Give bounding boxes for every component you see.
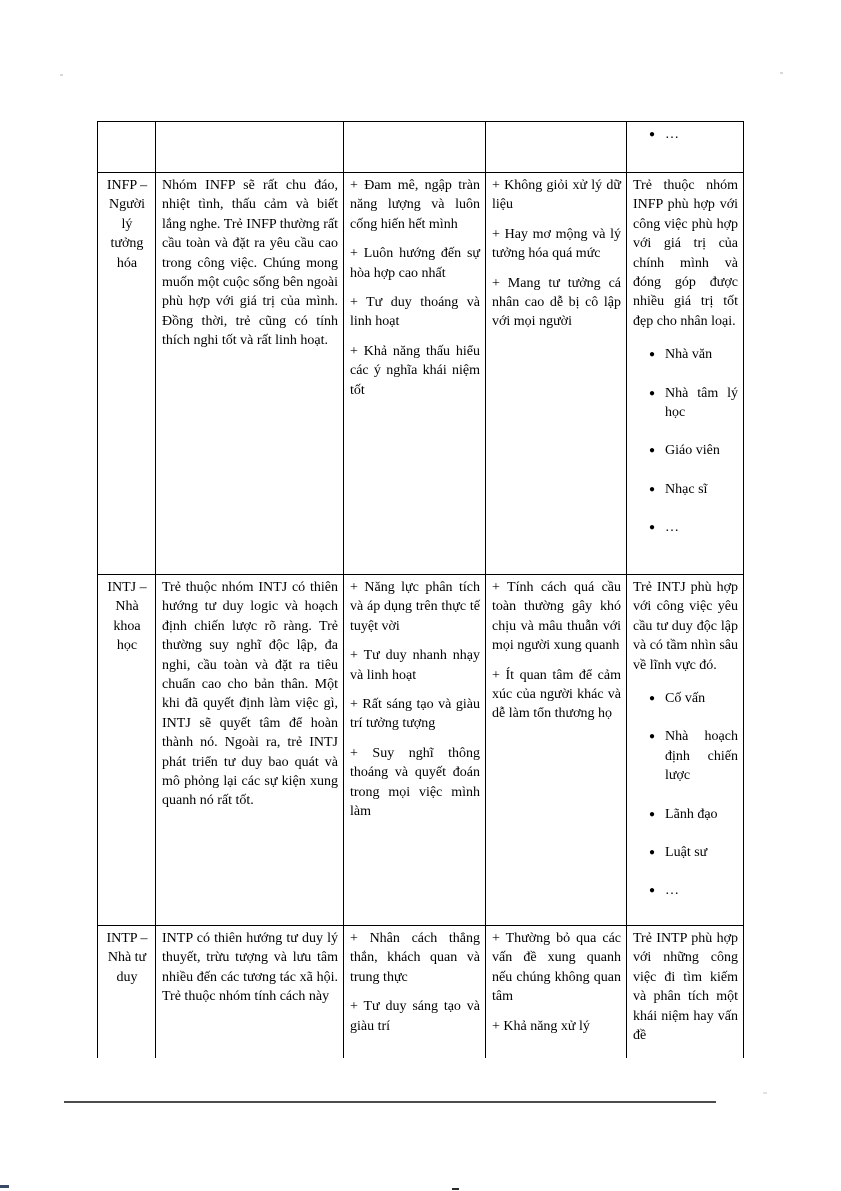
fit-text: Trẻ INTJ phù hợp với công việc yêu cầu tư duy độc lập và có tầm nhìn sâu về lĩnh vực đó. <box>633 580 738 673</box>
strength-item: + Tư duy sáng tạo và giàu trí <box>350 999 480 1034</box>
table-row-intj <box>98 575 744 926</box>
career-label: Nhà văn <box>665 347 713 363</box>
career-item <box>649 881 738 900</box>
weakness-item: + Mang tư tưởng cá nhân cao dễ bị cô lập với mọi người <box>492 275 621 330</box>
cell-intj-label <box>98 575 156 926</box>
cell-intp-strengths <box>344 926 486 1059</box>
career-item <box>649 518 738 537</box>
scan-artifact <box>763 1092 767 1094</box>
bullet-icon: ● <box>649 349 656 361</box>
career-item <box>649 689 738 708</box>
scan-artifact <box>452 1188 459 1190</box>
fit-text: Trẻ thuộc nhóm INFP phù hợp với công việc phù hợp với giá trị của chính mình và đóng góp được nhiều giá trị tốt đẹp cho nhân loại. <box>633 178 738 329</box>
career-label: … <box>665 127 680 142</box>
description-text: Nhóm INFP sẽ rất chu đáo, nhiệt tình, thấu cảm và biết lắng nghe. Trẻ INFP thường rất cầu toàn và đặt ra yêu cầu cao trong công việc. Chúng mong muốn một cuộc sống bên ngoài phù hợp với giá trị của mình. Đồng thời, trẻ cũng có tính thích nghi tốt và rất linh hoạt. <box>162 178 338 349</box>
cell-intp-weaknesses <box>486 926 627 1059</box>
cell-intj-strengths <box>344 575 486 926</box>
career-item <box>649 441 738 460</box>
career-item <box>649 125 738 144</box>
fit-text: Trẻ INTP phù hợp với những công việc đi tìm kiếm và phân tích một khái niệm hay vấn đề <box>633 931 738 1044</box>
cell-intp-careers <box>627 926 744 1059</box>
career-item <box>649 843 738 862</box>
description-text: Trẻ thuộc nhóm INTJ có thiên hướng tư duy logic và hoạch định chiến lược rõ ràng. Trẻ thường suy nghĩ độc lập, đa nghi, cầu toàn và đặt ra tiêu chuẩn cao cho bản thân. Một khi đã quyết định làm việc gì, INTJ sẽ quyết tâm để hoàn thành nó. Ngoài ra, trẻ INTJ phát triển tư duy bao quát và mô phỏng lại các sự kiện xung quanh nó rất tốt. <box>162 580 338 809</box>
career-item <box>649 480 738 499</box>
cell-infp-description <box>156 173 344 575</box>
career-label: Nhạc sĩ <box>665 481 708 497</box>
table-row-intp <box>98 926 744 1059</box>
row-label: INTP – Nhà tư duy <box>106 931 148 985</box>
bullet-icon: ● <box>649 129 656 140</box>
career-label: … <box>665 520 680 536</box>
career-label: Lãnh đạo <box>665 806 718 822</box>
bullet-icon: ● <box>649 387 656 399</box>
description-text: INTP có thiên hướng tư duy lý thuyết, trừu tượng và lưu tâm nhiều đến các tương tác xã hội. Trẻ thuộc nhóm tính cách này <box>162 931 338 1005</box>
page-footer-rule <box>64 1101 716 1103</box>
weakness-item: + Thường bỏ qua các vấn đề xung quanh nếu chúng không quan tâm <box>492 931 621 1005</box>
bullet-icon: ● <box>649 847 656 859</box>
cell-intj-weaknesses <box>486 575 627 926</box>
strength-item: + Nhân cách thẳng thắn, khách quan và trung thực <box>350 931 480 985</box>
career-label: Nhà hoạch định chiến lược <box>665 729 738 784</box>
career-label: Giáo viên <box>665 443 720 459</box>
bullet-icon: ● <box>649 885 656 897</box>
mbti-table <box>97 121 744 1058</box>
strength-item: + Rất sáng tạo và giàu trí tưởng tượng <box>350 697 480 732</box>
career-item <box>649 384 738 423</box>
weakness-item: + Ít quan tâm để cảm xúc của người khác và dễ làm tổn thương họ <box>492 667 621 722</box>
personality-table <box>97 121 744 1058</box>
strength-item: + Tư duy thoáng và linh hoạt <box>350 295 480 330</box>
cell-cont-strengths <box>344 122 486 173</box>
strength-item: + Luôn hướng đến sự hòa hợp cao nhất <box>350 246 480 281</box>
cell-infp-weaknesses <box>486 173 627 575</box>
weakness-item: + Tính cách quá cầu toàn thường gây khó chịu và mâu thuẫn với mọi người xung quanh <box>492 580 621 654</box>
career-label: Cố vấn <box>665 691 706 707</box>
weakness-item: + Hay mơ mộng và lý tưởng hóa quá mức <box>492 226 621 262</box>
bullet-icon: ● <box>649 808 656 820</box>
table-row-continuation <box>98 122 744 173</box>
bullet-icon: ● <box>649 693 656 705</box>
scan-artifact <box>0 1185 9 1188</box>
scan-artifact <box>60 74 63 76</box>
career-item <box>649 727 738 785</box>
cell-infp-strengths <box>344 173 486 575</box>
row-label: INTJ – Nhà khoa học <box>107 580 147 654</box>
scan-artifact <box>780 72 783 74</box>
row-label: INFP – Người lý tưởng hóa <box>106 178 148 271</box>
table-row-infp <box>98 173 744 575</box>
strength-item: + Tư duy nhanh nhạy và linh hoạt <box>350 648 480 683</box>
career-item <box>649 805 738 824</box>
bullet-icon: ● <box>649 483 656 495</box>
cell-intj-description <box>156 575 344 926</box>
cell-infp-careers <box>627 173 744 575</box>
strength-item: + Suy nghĩ thông thoáng và quyết đoán trong mọi việc mình làm <box>350 745 480 820</box>
bullet-icon: ● <box>649 445 656 457</box>
career-label: … <box>665 883 680 899</box>
strength-item: + Đam mê, ngập tràn năng lượng và luôn cống hiến hết mình <box>350 178 480 232</box>
career-item <box>649 345 738 364</box>
cell-intp-description <box>156 926 344 1059</box>
bullet-icon: ● <box>649 522 656 534</box>
cell-cont-label <box>98 122 156 173</box>
weakness-item: + Khả năng xử lý <box>492 1018 590 1034</box>
career-label: Luật sư <box>665 845 708 861</box>
strength-item: + Khả năng thấu hiểu các ý nghĩa khái niệm tốt <box>350 343 480 398</box>
strength-item: + Năng lực phân tích và áp dụng trên thực tế tuyệt vời <box>350 580 480 634</box>
cell-intp-label <box>98 926 156 1059</box>
cell-infp-label <box>98 173 156 575</box>
bullet-icon: ● <box>649 731 656 743</box>
cell-cont-careers <box>627 122 744 173</box>
career-label: Nhà tâm lý học <box>665 385 738 421</box>
cell-cont-weaknesses <box>486 122 627 173</box>
cell-cont-description <box>156 122 344 173</box>
cell-intj-careers <box>627 575 744 926</box>
weakness-item: + Không giỏi xử lý dữ liệu <box>492 178 621 213</box>
